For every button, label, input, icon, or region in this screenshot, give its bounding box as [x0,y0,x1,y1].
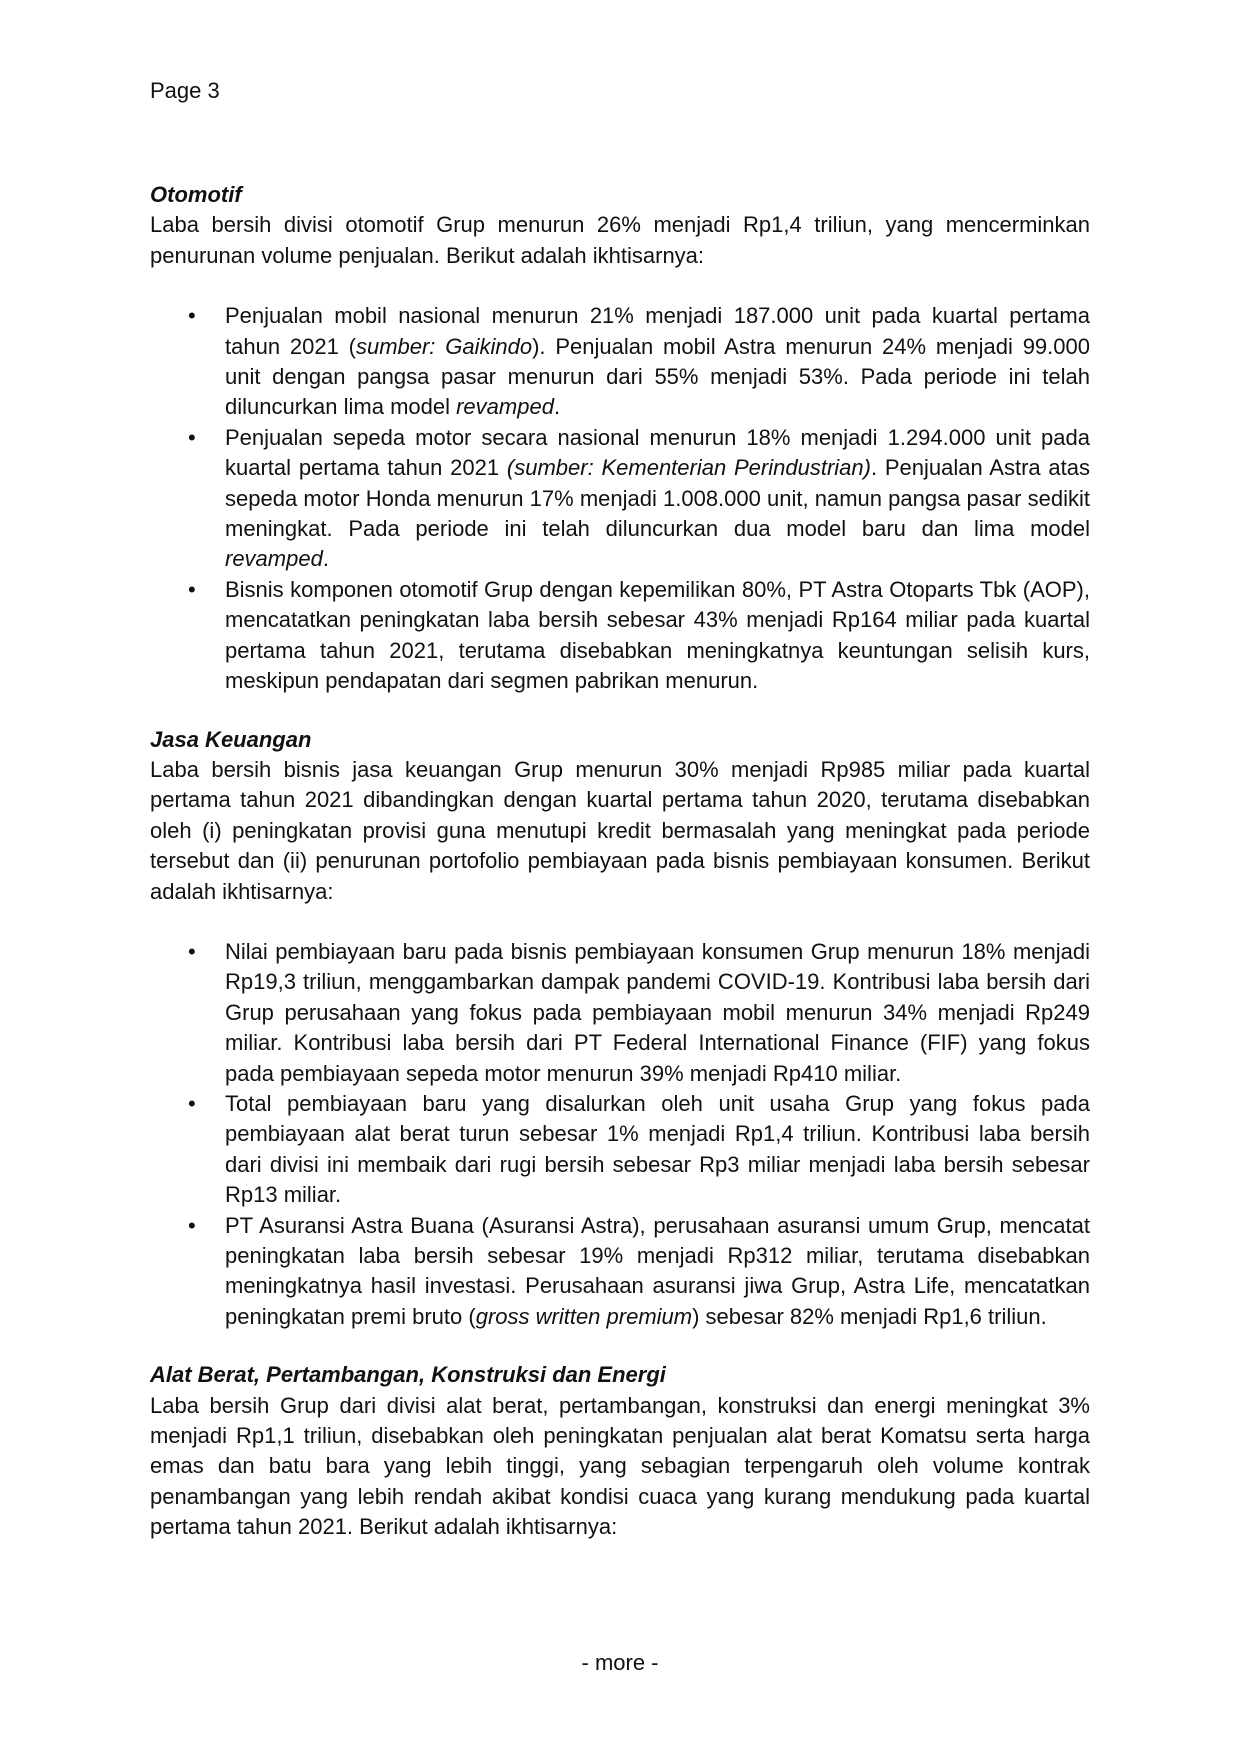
bullet-item [150,423,1090,575]
bullet-item [150,575,1090,697]
text-run: . Penjualan Astra atas sepeda motor Honda menurun 17% menjadi 1.008.000 unit, namun pangsa pasar sedikit meningkat. Pada periode ini telah diluncurkan dua model baru dan lima model [225,455,1091,542]
text-run: Nilai pembiayaan baru pada bisnis pembiayaan konsumen Grup menurun 18% menjadi Rp19,3 triliun, menggambarkan dampak pandemi COVID-19. Kontribusi laba bersih dari Grup perusahaan yang fokus pada pembiayaan mobil menurun 34% menjadi Rp249 miliar. Kontribusi laba bersih dari PT Federal International Finance (FIF) yang fokus pada pembiayaan sepeda motor menurun 39% menjadi Rp410 miliar. [225,938,1090,1086]
section-paragraph: Laba bersih Grup dari divisi alat berat, pertambangan, konstruksi dan energi meningkat 3% menjadi Rp1,1 triliun, disebabkan oleh peningkatan penjualan alat berat Komatsu serta harga emas dan batu bara yang lebih tinggi, yang sebagian terpengaruh oleh volume kontrak penambangan yang lebih rendah akibat kondisi cuaca yang kurang mendukung pada kuartal pertama tahun 2021. Berikut adalah ikhtisarnya: [150,1392,1090,1540]
italic-text: sumber: Gaikindo [355,333,533,359]
bullet-item [150,1089,1090,1211]
section-heading: Otomotif [150,182,242,207]
page-number: Page 3 [150,78,220,103]
italic-text: gross written premium [475,1303,693,1329]
page-footer: - more - [581,1650,659,1675]
bullet-item [150,1211,1090,1333]
text-run: ) sebesar 82% menjadi Rp1,6 triliun. [692,1303,1047,1329]
section-otomotif [150,180,1090,697]
text-run: Bisnis komponen otomotif Grup dengan kepemilikan 80%, PT Astra Otoparts Tbk (AOP), mencatatkan peningkatan laba bersih sebesar 43% menjadi Rp164 miliar pada kuartal pertama tahun 2021, terutama disebabkan meningkatnya keuntungan selisih kurs, meskipun pendapatan dari segmen pabrikan menurun. [225,576,1090,694]
text-run: Penjualan sepeda motor secara nasional menurun 18% menjadi 1.294.000 unit pada kuartal pertama tahun 2021 [225,424,1090,481]
text-run: PT Asuransi Astra Buana (Asuransi Astra), perusahaan asuransi umum Grup, mencatat peningkatan laba bersih sebesar 19% menjadi Rp312 miliar, terutama disebabkan meningkatnya hasil investasi. Perusahaan asuransi jiwa Grup, Astra Life, mencatatkan peningkatan premi bruto ( [225,1212,1090,1329]
document-body [150,180,1090,1543]
section-paragraph: Laba bersih divisi otomotif Grup menurun 26% menjadi Rp1,4 triliun, yang mencerminkan penurunan volume penjualan. Berikut adalah ikhtisarnya: [150,212,1090,268]
section-heading: Alat Berat, Pertambangan, Konstruksi dan Energi [150,1362,666,1388]
italic-text: (sumber: Kementerian Perindustrian) [506,455,871,481]
italic-text: revamped [225,546,323,572]
section-jasa-keuangan [150,725,1090,1333]
text-run: . [322,546,329,572]
bullet-item [150,301,1090,423]
section-heading: Jasa Keuangan [150,726,312,752]
bullet-item [150,937,1090,1089]
text-run: Total pembiayaan baru yang disalurkan oleh unit usaha Grup yang fokus pada pembiayaan alat berat turun sebesar 1% menjadi Rp1,4 triliun. Kontribusi laba bersih dari divisi ini membaik dari rugi bersih sebesar Rp3 miliar menjadi laba bersih sebesar Rp13 miliar. [225,1090,1090,1208]
section-paragraph: Laba bersih bisnis jasa keuangan Grup menurun 30% menjadi Rp985 miliar pada kuartal pertama tahun 2021 dibandingkan dengan kuartal pertama tahun 2020, terutama disebabkan oleh (i) peningkatan provisi guna menutupi kredit bermasalah yang meningkat pada periode tersebut dan (ii) penurunan portofolio pembiayaan pada bisnis pembiayaan konsumen. Berikut adalah ikhtisarnya: [150,756,1090,904]
section-alat-berat-pertambangan-konstruksi-dan-energi [150,1360,1090,1542]
italic-text: revamped [456,394,554,420]
text-run: ). Penjualan mobil Astra menurun 24% menjadi 99.000 unit dengan pangsa pasar menurun dari 55% menjadi 53%. Pada periode ini telah diluncurkan lima model [225,333,1090,420]
text-run: Penjualan mobil nasional menurun 21% menjadi 187.000 unit pada kuartal pertama tahun 2021 ( [225,303,1090,359]
bullet-list [150,937,1090,1332]
bullet-list [150,301,1090,696]
text-run: . [553,394,561,420]
